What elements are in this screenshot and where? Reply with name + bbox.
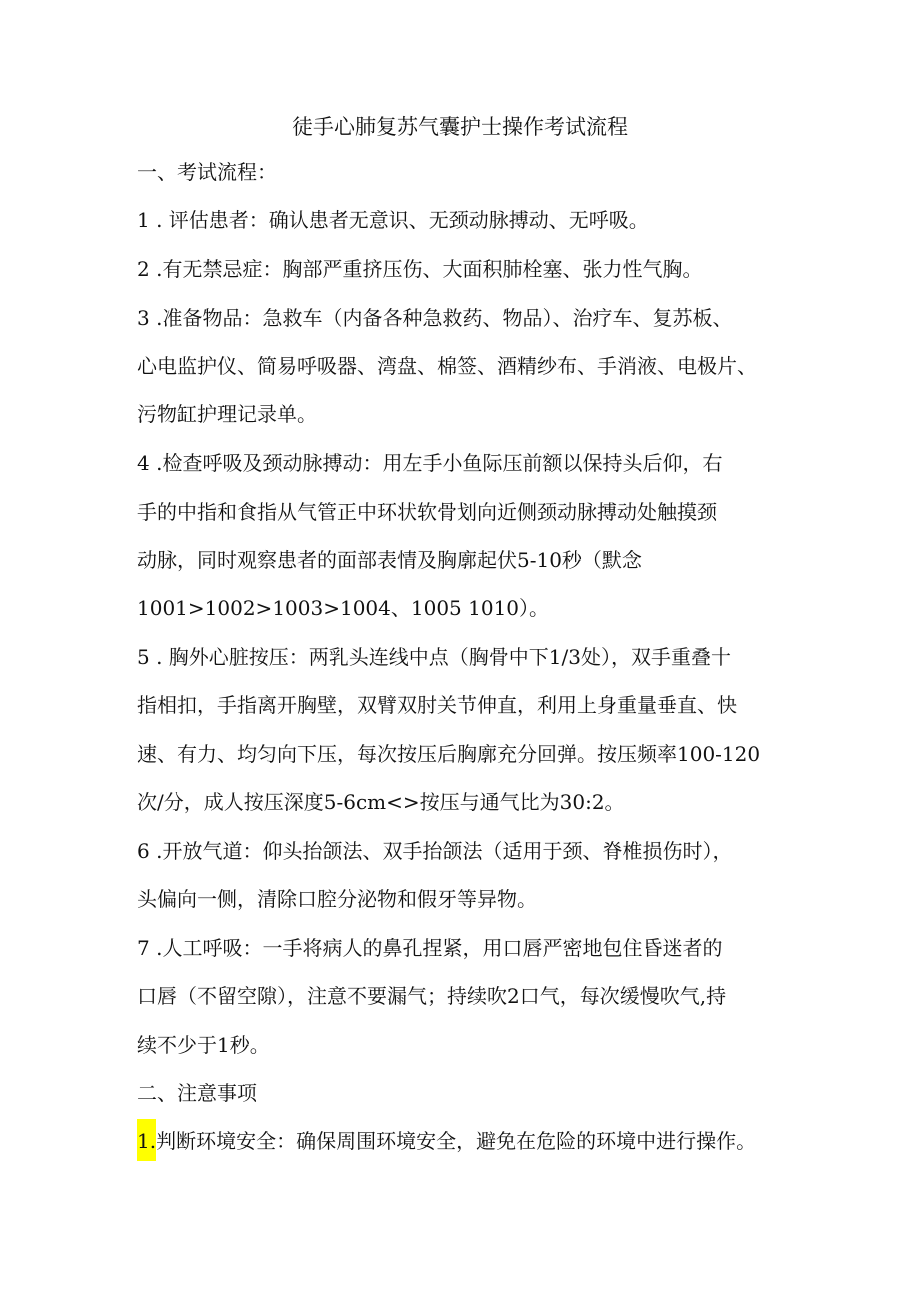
process-step-3: 3 .准备物品：急救车（内备各种急救药、物品）、治疗车、复苏板、 bbox=[137, 306, 733, 330]
process-step-5-cont: 速、有力、均匀向下压，每次按压后胸廓充分回弹。按压频率100-120 bbox=[137, 742, 761, 766]
section-heading-process: 一、考试流程： bbox=[137, 160, 277, 184]
process-step-4-cont: 动脉，同时观察患者的面部表情及胸廓起伏5-10秒（默念 bbox=[137, 548, 642, 572]
process-step-7-cont: 口唇（不留空隙），注意不要漏气；持续吹2口气，每次缓慢吹气,持 bbox=[137, 984, 727, 1008]
process-step-4-cont: 手的中指和食指从气管正中环状软骨划向近侧颈动脉搏动处触摸颈 bbox=[137, 500, 717, 524]
process-step-4-cont: 1001>1002>1003>1004、1005 1010）。 bbox=[137, 596, 550, 620]
note-item-text: 判断环境安全：确保周围环境安全，避免在危险的环境中进行操作。 bbox=[156, 1129, 757, 1153]
process-step-5: 5 . 胸外心脏按压：两乳头连线中点（胸骨中下1/3处），双手重叠十 bbox=[137, 645, 731, 669]
document-title: 徒手心肺复苏气囊护士操作考试流程 bbox=[292, 115, 628, 139]
section-heading-notes: 二、注意事项 bbox=[137, 1081, 257, 1105]
process-step-2: 2 .有无禁忌症：胸部严重挤压伤、大面积肺栓塞、张力性气胸。 bbox=[137, 257, 703, 281]
process-step-6: 6 .开放气道：仰头抬颌法、双手抬颌法（适用于颈、脊椎损伤时）， bbox=[137, 839, 733, 863]
process-step-3-cont: 污物缸护理记录单。 bbox=[137, 402, 317, 426]
process-step-7-cont: 续不少于1秒。 bbox=[137, 1033, 270, 1057]
process-step-5-cont: 指相扣，手指离开胸壁，双臂双肘关节伸直，利用上身重量垂直、快 bbox=[137, 693, 737, 717]
process-step-3-cont: 心电监护仪、简易呼吸器、湾盘、棉签、酒精纱布、手消液、电极片、 bbox=[137, 354, 757, 378]
process-step-4: 4 .检查呼吸及颈动脉搏动：用左手小鱼际压前额以保持头后仰，右 bbox=[137, 451, 723, 475]
highlighted-marker: 1. bbox=[137, 1119, 156, 1161]
process-step-1: 1 . 评估患者：确认患者无意识、无颈动脉搏动、无呼吸。 bbox=[137, 208, 649, 232]
process-step-6-cont: 头偏向一侧，清除口腔分泌物和假牙等异物。 bbox=[137, 887, 537, 911]
note-item-1 bbox=[137, 1126, 756, 1156]
process-step-7: 7 .人工呼吸：一手将病人的鼻孔捏紧，用口唇严密地包住昏迷者的 bbox=[137, 936, 723, 960]
process-step-5-cont: 次/分，成人按压深度5-6cm<>按压与通气比为30:2。 bbox=[137, 790, 625, 814]
